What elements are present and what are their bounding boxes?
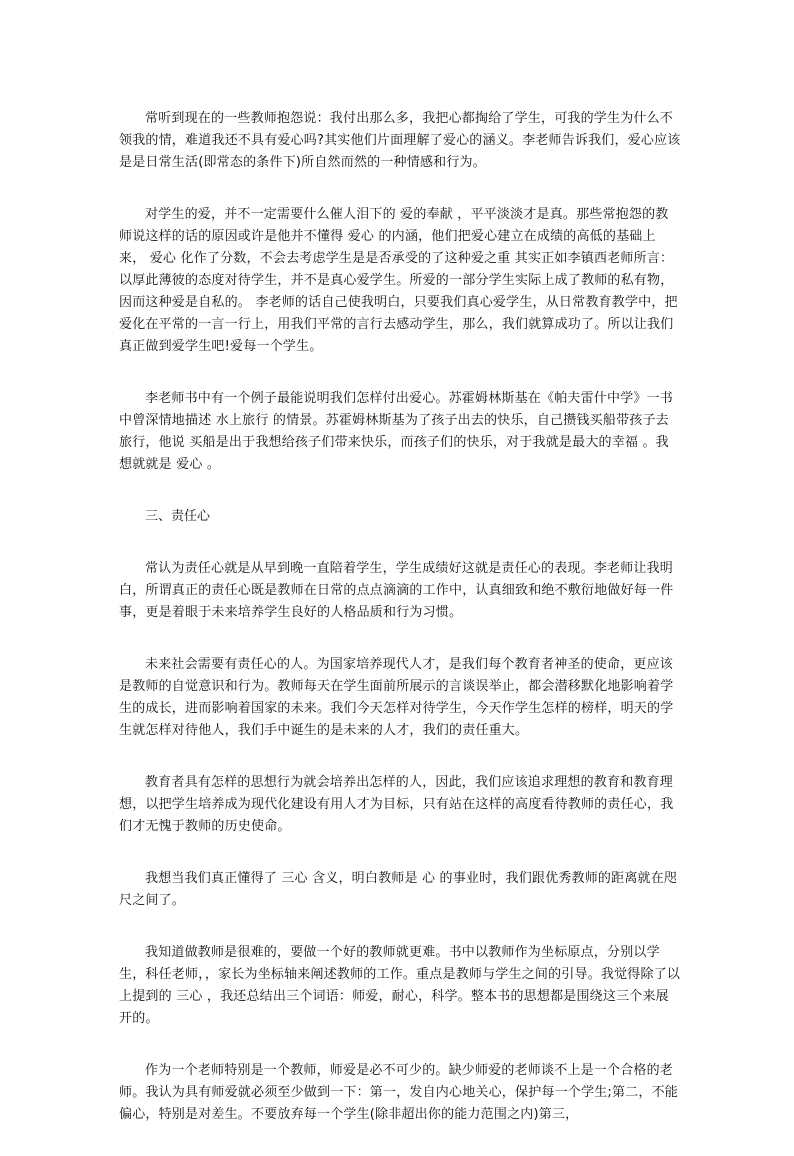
paragraph-5: 未来社会需要有责任心的人。为国家培养现代人才，是我们每个教育者神圣的使命，更应该是教师的自觉意识和行为。教师每天在学生面前所展示的言谈误举止，都会潜移默化地影响着学生的成长，进而影响着国家的未来。我们今天怎样对待学生，今天作学生怎样的榜样，明天的学生就怎样对待他人，我们手中诞生的是未来的人才，我们的责任重大。 bbox=[119, 657, 674, 738]
paragraph-2: 对学生的爱，并不一定需要什么催人泪下的 爱的奉献 ，平平淡淡才是真。那些常抱怨的教师说这样的话的原因或许是他并不懂得 爱心 的内涵，他们把爱心建立在成绩的高低的基础上来， 爱心 化作了分数，不会去考虑学生是是否承受的了这种爱之重 其实正如李镇西老师所言： 以厚此薄彼的态度对待学生，并不是真心爱学生。所爱的一部分学生实际上成了教师的私有物，因而这种爱是自私的。 李老师的话自己使我明白，只要我们真心爱学生，从日常教育教学中，把爱化在平常的一言一行上，用我们平常的言行去感动学生，那么，我们就算成功了。所以让我们真正做到爱学生吧!爱每一个学生。 bbox=[119, 207, 678, 354]
paragraph-9: 作为一个老师特别是一个教师，师爱是必不可少的。缺少师爱的老师谈不上是一个合格的老师。我认为具有师爱就必须至少做到一下：第一，发自内心地关心，保护每一个学生;第二，不能偏心，特别是对差生。不要放弃每一个学生(除非超出你的能力范围之内)第三， bbox=[119, 1063, 678, 1122]
section-heading: 三、责任心 bbox=[145, 509, 211, 524]
paragraph-1: 常听到现在的一些教师抱怨说：我付出那么多，我把心都掏给了学生，可我的学生为什么不领我的情，难道我还不具有爱心吗?其实他们片面理解了爱心的涵义。李老师告诉我们，爱心应该是是日常生活(即常态的条件下)所自然而然的一种情感和行为。 bbox=[119, 111, 681, 170]
paragraph-6: 教育者具有怎样的思想行为就会培养出怎样的人，因此，我们应该追求理想的教育和教育理想，以把学生培养成为现代化建设有用人才为目标，只有站在这样的高度看待教师的责任心，我们才无愧于教师的历史使命。 bbox=[119, 775, 674, 834]
paragraph-4: 常认为责任心就是从早到晚一直陪着学生，学生成绩好这就是责任心的表现。李老师让我明白，所谓真正的责任心既是教师在日常的点点滴滴的工作中，认真细致和绝不敷衍地做好每一件事，更是着眼于未来培养学生良好的人格品质和行为习惯。 bbox=[119, 561, 674, 620]
paragraph-8: 我知道做教师是很难的，要做一个好的教师就更难。书中以教师作为坐标原点，分别以学生，科任老师，，家长为坐标轴来阐述教师的工作。重点是教师与学生之间的引导。我觉得除了以上提到的 三心 ，我还总结出三个词语：师爱，耐心，科学。整本书的思想都是围绕这三个来展开的。 bbox=[119, 945, 681, 1026]
paragraph-3: 李老师书中有一个例子最能说明我们怎样付出爱心。苏霍姆林斯基在《帕夫雷什中学》一书中曾深情地描述 水上旅行 的情景。苏霍姆林斯基为了孩子出去的快乐，自己攒钱买船带孩子去旅行，他说 买船是出于我想给孩子们带来快乐，而孩子们的快乐，对于我就是最大的幸福 。我想就就是 爱心 。 bbox=[119, 391, 674, 472]
paragraph-7: 我想当我们真正懂得了 三心 含义，明白教师是 心 的事业时，我们跟优秀教师的距离就在咫尺之间了。 bbox=[119, 871, 678, 908]
document-body bbox=[119, 108, 681, 1156]
